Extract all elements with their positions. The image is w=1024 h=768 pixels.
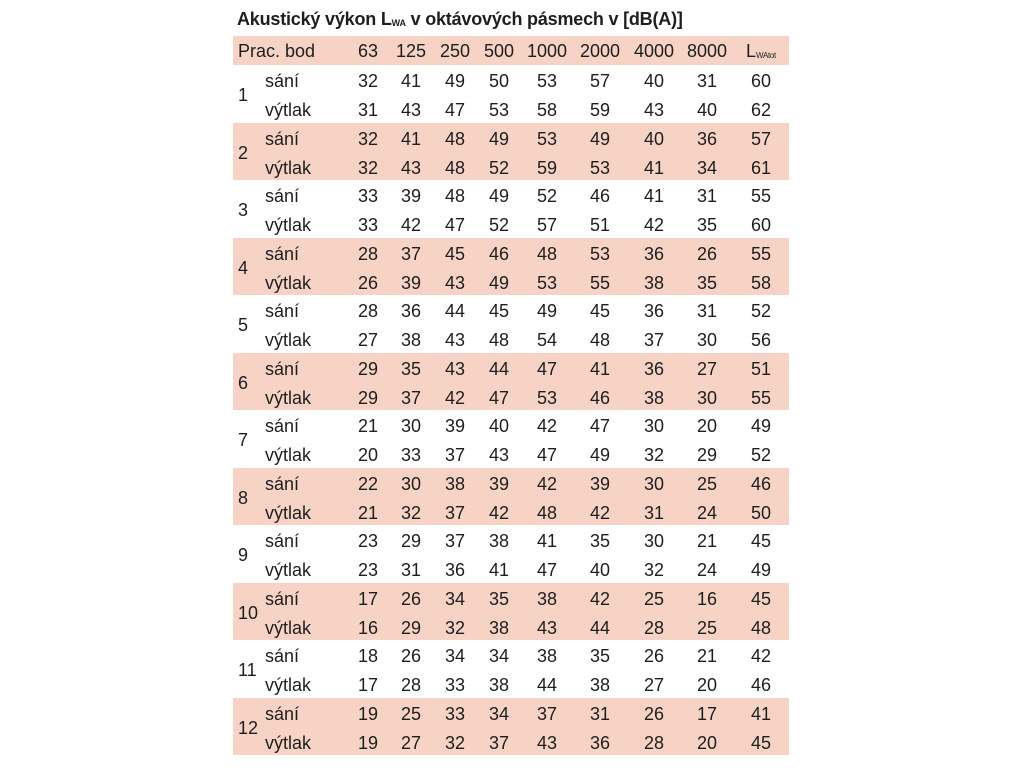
vytlak-value: 43	[488, 445, 510, 465]
vytlak-value: 32	[643, 560, 665, 580]
sani-value: 27	[696, 358, 718, 379]
vytlak-value: 28	[643, 732, 665, 753]
sani-value: 50	[488, 71, 510, 91]
vytlak-value: 23	[357, 560, 379, 580]
sani-value: 39	[589, 473, 611, 494]
sani-value: 49	[444, 71, 466, 91]
sani-label: sání	[265, 531, 300, 551]
sani-value: 31	[589, 703, 611, 724]
sani-value: 42	[536, 473, 558, 494]
header-freq-500: 500	[483, 41, 515, 61]
sani-value: 34	[488, 703, 510, 724]
sani-value: 45	[444, 243, 466, 264]
vytlak-label: výtlak	[265, 617, 312, 638]
sani-value: 38	[536, 646, 558, 666]
sani-value: 43	[444, 358, 466, 379]
vytlak-label: výtlak	[265, 675, 312, 695]
sani-value: 35	[589, 646, 611, 666]
sani-value: 57	[589, 71, 611, 91]
sani-value: 31	[696, 71, 718, 91]
sani-label: sání	[265, 646, 300, 666]
sani-label: sání	[265, 703, 300, 724]
vytlak-value: 43	[444, 330, 466, 350]
sani-value: 21	[696, 531, 718, 551]
vytlak-value: 52	[750, 445, 772, 465]
vytlak-value: 20	[696, 732, 718, 753]
sani-value: 46	[589, 186, 611, 206]
vytlak-value: 33	[400, 445, 422, 465]
vytlak-value: 47	[536, 445, 558, 465]
sani-value: 38	[488, 531, 510, 551]
operating-point-number: 9	[238, 545, 249, 565]
vytlak-value: 37	[444, 502, 466, 523]
vytlak-value: 60	[750, 215, 772, 235]
vytlak-value: 36	[589, 732, 611, 753]
vytlak-value: 43	[643, 100, 665, 120]
sani-value: 42	[589, 588, 611, 609]
vytlak-value: 53	[536, 387, 558, 408]
vytlak-value: 47	[444, 215, 466, 235]
operating-point-number: 8	[238, 487, 249, 508]
sani-value: 32	[357, 71, 379, 91]
sani-value: 35	[488, 588, 510, 609]
sani-value: 39	[444, 416, 466, 436]
vytlak-value: 50	[750, 502, 772, 523]
sani-value: 37	[400, 243, 422, 264]
vytlak-value: 31	[643, 502, 665, 523]
operating-point-number: 1	[238, 85, 249, 105]
vytlak-value: 55	[750, 387, 772, 408]
sani-value: 26	[643, 703, 665, 724]
table-title: Akustický výkon $L_{WA}$ v oktávových pásmech v [dB(A)]	[237, 9, 683, 29]
vytlak-value: 49	[589, 445, 611, 465]
vytlak-label: výtlak	[265, 445, 312, 465]
vytlak-value: 40	[696, 100, 718, 120]
sani-value: 45	[750, 588, 772, 609]
operating-point-6	[233, 353, 789, 411]
vytlak-value: 43	[444, 272, 466, 293]
vytlak-value: 27	[357, 330, 379, 350]
vytlak-value: 43	[536, 732, 558, 753]
sani-value: 53	[589, 243, 611, 264]
sani-value: 33	[357, 186, 379, 206]
sani-value: 36	[643, 301, 665, 321]
vytlak-value: 61	[750, 157, 772, 178]
vytlak-value: 33	[357, 215, 379, 235]
sani-value: 30	[400, 473, 422, 494]
sani-value: 35	[589, 531, 611, 551]
sani-value: 53	[536, 128, 558, 149]
sani-value: 38	[444, 473, 466, 494]
vytlak-value: 42	[444, 387, 466, 408]
vytlak-value: 56	[750, 330, 772, 350]
sani-value: 21	[357, 416, 379, 436]
sani-value: 35	[400, 358, 422, 379]
vytlak-label: výtlak	[265, 215, 312, 235]
vytlak-value: 42	[488, 502, 510, 523]
sani-value: 17	[357, 588, 379, 609]
vytlak-value: 20	[696, 675, 718, 695]
vytlak-label: výtlak	[265, 330, 312, 350]
sani-value: 55	[750, 186, 772, 206]
sani-value: 37	[444, 531, 466, 551]
vytlak-value: 37	[643, 330, 665, 350]
sani-value: 29	[400, 531, 422, 551]
sani-value: 34	[488, 646, 510, 666]
vytlak-value: 38	[400, 330, 422, 350]
sani-value: 18	[357, 646, 379, 666]
vytlak-value: 37	[400, 387, 422, 408]
header-freq-2000: 2000	[579, 41, 621, 61]
sani-value: 42	[536, 416, 558, 436]
sani-value: 44	[488, 358, 510, 379]
vytlak-label: výtlak	[265, 560, 312, 580]
sani-value: 41	[589, 358, 611, 379]
sani-value: 49	[750, 416, 772, 436]
sani-value: 45	[488, 301, 510, 321]
vytlak-value: 30	[696, 330, 718, 350]
vytlak-value: 45	[750, 732, 772, 753]
vytlak-value: 21	[357, 502, 379, 523]
operating-point-5	[233, 295, 789, 353]
vytlak-value: 46	[589, 387, 611, 408]
operating-point-number: 2	[238, 142, 249, 163]
vytlak-value: 55	[589, 272, 611, 293]
vytlak-value: 44	[536, 675, 558, 695]
vytlak-value: 39	[400, 272, 422, 293]
header-freq-250: 250	[439, 41, 471, 61]
sani-value: 49	[536, 301, 558, 321]
sani-value: 52	[536, 186, 558, 206]
operating-point-number: 4	[238, 257, 249, 278]
operating-point-8	[233, 468, 789, 526]
vytlak-value: 62	[750, 100, 772, 120]
vytlak-value: 53	[536, 272, 558, 293]
operating-point-number: 10	[238, 602, 259, 623]
vytlak-value: 42	[589, 502, 611, 523]
vytlak-value: 31	[400, 560, 422, 580]
sani-value: 48	[536, 243, 558, 264]
vytlak-value: 32	[643, 445, 665, 465]
sani-value: 26	[643, 646, 665, 666]
vytlak-value: 27	[643, 675, 665, 695]
sani-value: 41	[536, 531, 558, 551]
header-freq-125: 125	[395, 41, 427, 61]
sani-value: 44	[444, 301, 466, 321]
vytlak-value: 52	[488, 157, 510, 178]
header-freq-1000: 1000	[526, 41, 568, 61]
sani-value: 53	[536, 71, 558, 91]
vytlak-value: 33	[444, 675, 466, 695]
sani-value: 36	[696, 128, 718, 149]
operating-point-number: 5	[238, 315, 249, 335]
vytlak-value: 43	[400, 100, 422, 120]
sani-value: 40	[488, 416, 510, 436]
sani-value: 45	[750, 531, 772, 551]
sani-value: 25	[696, 473, 718, 494]
sani-value: 51	[750, 358, 772, 379]
vytlak-value: 40	[589, 560, 611, 580]
operating-point-12	[233, 698, 789, 756]
vytlak-value: 53	[589, 157, 611, 178]
sani-value: 41	[643, 186, 665, 206]
vytlak-value: 17	[357, 675, 379, 695]
vytlak-value: 44	[589, 617, 611, 638]
vytlak-value: 47	[536, 560, 558, 580]
vytlak-value: 30	[696, 387, 718, 408]
vytlak-value: 38	[589, 675, 611, 695]
vytlak-value: 38	[488, 617, 510, 638]
sani-value: 49	[488, 186, 510, 206]
vytlak-value: 41	[488, 560, 510, 580]
vytlak-value: 27	[400, 732, 422, 753]
vytlak-value: 37	[444, 445, 466, 465]
vytlak-value: 28	[400, 675, 422, 695]
sani-value: 26	[696, 243, 718, 264]
vytlak-value: 37	[488, 732, 510, 753]
vytlak-value: 31	[357, 100, 379, 120]
header-label-prac-bod: Prac. bod	[238, 41, 316, 61]
sani-value: 32	[357, 128, 379, 149]
sani-value: 49	[589, 128, 611, 149]
sani-value: 21	[696, 646, 718, 666]
vytlak-value: 32	[444, 732, 466, 753]
vytlak-value: 54	[536, 330, 558, 350]
sani-value: 28	[357, 243, 379, 264]
vytlak-value: 43	[536, 617, 558, 638]
operating-point-4	[233, 238, 789, 296]
sani-value: 47	[589, 416, 611, 436]
sani-value: 40	[643, 128, 665, 149]
sani-label: sání	[265, 243, 300, 264]
sani-value: 30	[643, 531, 665, 551]
header-freq-4000: 4000	[633, 41, 675, 61]
sani-label: sání	[265, 473, 300, 494]
vytlak-value: 49	[488, 272, 510, 293]
sani-value: 31	[696, 186, 718, 206]
sani-value: 22	[357, 473, 379, 494]
vytlak-value: 29	[357, 387, 379, 408]
sani-value: 55	[750, 243, 772, 264]
operating-point-number: 7	[238, 430, 249, 450]
header-freq-8000: 8000	[686, 41, 728, 61]
sani-value: 17	[696, 703, 718, 724]
vytlak-value: 36	[444, 560, 466, 580]
sani-value: 41	[400, 71, 422, 91]
sani-value: 36	[643, 243, 665, 264]
operating-point-7	[233, 410, 789, 468]
sani-value: 60	[750, 71, 772, 91]
vytlak-value: 29	[400, 617, 422, 638]
operating-point-2	[233, 123, 789, 181]
vytlak-value: 42	[400, 215, 422, 235]
operating-point-11	[233, 640, 789, 698]
sani-value: 34	[444, 588, 466, 609]
operating-point-number: 12	[238, 717, 259, 738]
vytlak-label: výtlak	[265, 157, 312, 178]
vytlak-value: 28	[643, 617, 665, 638]
vytlak-label: výtlak	[265, 502, 312, 523]
header-total: $L_{WAtot}$	[745, 41, 776, 61]
sani-value: 33	[444, 703, 466, 724]
sani-value: 40	[643, 71, 665, 91]
vytlak-value: 38	[643, 387, 665, 408]
vytlak-value: 34	[696, 157, 718, 178]
sani-value: 39	[488, 473, 510, 494]
sani-value: 34	[444, 646, 466, 666]
sani-value: 52	[750, 301, 772, 321]
vytlak-value: 43	[400, 157, 422, 178]
sani-value: 46	[750, 473, 772, 494]
vytlak-value: 57	[536, 215, 558, 235]
vytlak-value: 16	[357, 617, 379, 638]
vytlak-value: 49	[750, 560, 772, 580]
sani-value: 45	[589, 301, 611, 321]
operating-point-number: 3	[238, 200, 249, 220]
sani-label: sání	[265, 186, 300, 206]
vytlak-value: 59	[589, 100, 611, 120]
vytlak-value: 47	[444, 100, 466, 120]
sani-label: sání	[265, 301, 300, 321]
sani-value: 46	[488, 243, 510, 264]
vytlak-value: 58	[536, 100, 558, 120]
sani-value: 36	[400, 301, 422, 321]
sani-value: 31	[696, 301, 718, 321]
vytlak-value: 53	[488, 100, 510, 120]
vytlak-value: 24	[696, 560, 718, 580]
vytlak-value: 59	[536, 157, 558, 178]
sani-label: sání	[265, 358, 300, 379]
sani-label: sání	[265, 416, 300, 436]
sani-value: 23	[357, 531, 379, 551]
vytlak-value: 26	[357, 272, 379, 293]
vytlak-label: výtlak	[265, 387, 312, 408]
sani-value: 49	[488, 128, 510, 149]
vytlak-value: 24	[696, 502, 718, 523]
sani-value: 57	[750, 128, 772, 149]
header-freq-63: 63	[357, 41, 379, 61]
operating-point-9	[233, 525, 789, 583]
vytlak-label: výtlak	[265, 732, 312, 753]
vytlak-value: 58	[750, 272, 772, 293]
sani-label: sání	[265, 128, 300, 149]
vytlak-value: 32	[444, 617, 466, 638]
vytlak-value: 48	[444, 157, 466, 178]
sani-label: sání	[265, 588, 300, 609]
sani-value: 47	[536, 358, 558, 379]
vytlak-value: 48	[750, 617, 772, 638]
header-row	[233, 36, 789, 65]
sani-value: 30	[643, 473, 665, 494]
vytlak-value: 52	[488, 215, 510, 235]
sani-value: 16	[696, 588, 718, 609]
sani-value: 48	[444, 186, 466, 206]
sani-value: 25	[400, 703, 422, 724]
vytlak-value: 51	[589, 215, 611, 235]
operating-point-number: 6	[238, 372, 249, 393]
operating-point-10	[233, 583, 789, 641]
vytlak-value: 48	[536, 502, 558, 523]
sani-value: 39	[400, 186, 422, 206]
operating-point-number: 11	[238, 660, 257, 680]
sani-value: 41	[400, 128, 422, 149]
vytlak-value: 48	[488, 330, 510, 350]
sani-value: 38	[536, 588, 558, 609]
sani-value: 36	[643, 358, 665, 379]
sani-label: sání	[265, 71, 300, 91]
sani-value: 20	[696, 416, 718, 436]
sani-value: 26	[400, 646, 422, 666]
vytlak-value: 32	[357, 157, 379, 178]
operating-point-3	[233, 180, 789, 238]
vytlak-label: výtlak	[265, 272, 312, 293]
vytlak-value: 47	[488, 387, 510, 408]
sani-value: 42	[750, 646, 772, 666]
sani-value: 26	[400, 588, 422, 609]
sani-value: 37	[536, 703, 558, 724]
sani-value: 28	[357, 301, 379, 321]
sani-value: 30	[643, 416, 665, 436]
sani-value: 30	[400, 416, 422, 436]
vytlak-label: výtlak	[265, 100, 312, 120]
sani-value: 48	[444, 128, 466, 149]
acoustic-power-table	[233, 36, 789, 755]
sani-value: 41	[750, 703, 772, 724]
vytlak-value: 48	[589, 330, 611, 350]
vytlak-value: 29	[696, 445, 718, 465]
sani-value: 29	[357, 358, 379, 379]
operating-point-1	[233, 65, 789, 123]
vytlak-value: 20	[357, 445, 379, 465]
sani-value: 25	[643, 588, 665, 609]
vytlak-value: 25	[696, 617, 718, 638]
vytlak-value: 38	[643, 272, 665, 293]
vytlak-value: 32	[400, 502, 422, 523]
vytlak-value: 38	[488, 675, 510, 695]
vytlak-value: 19	[357, 732, 379, 753]
vytlak-value: 46	[750, 675, 772, 695]
vytlak-value: 35	[696, 272, 718, 293]
vytlak-value: 42	[643, 215, 665, 235]
vytlak-value: 35	[696, 215, 718, 235]
vytlak-value: 41	[643, 157, 665, 178]
sani-value: 19	[357, 703, 379, 724]
